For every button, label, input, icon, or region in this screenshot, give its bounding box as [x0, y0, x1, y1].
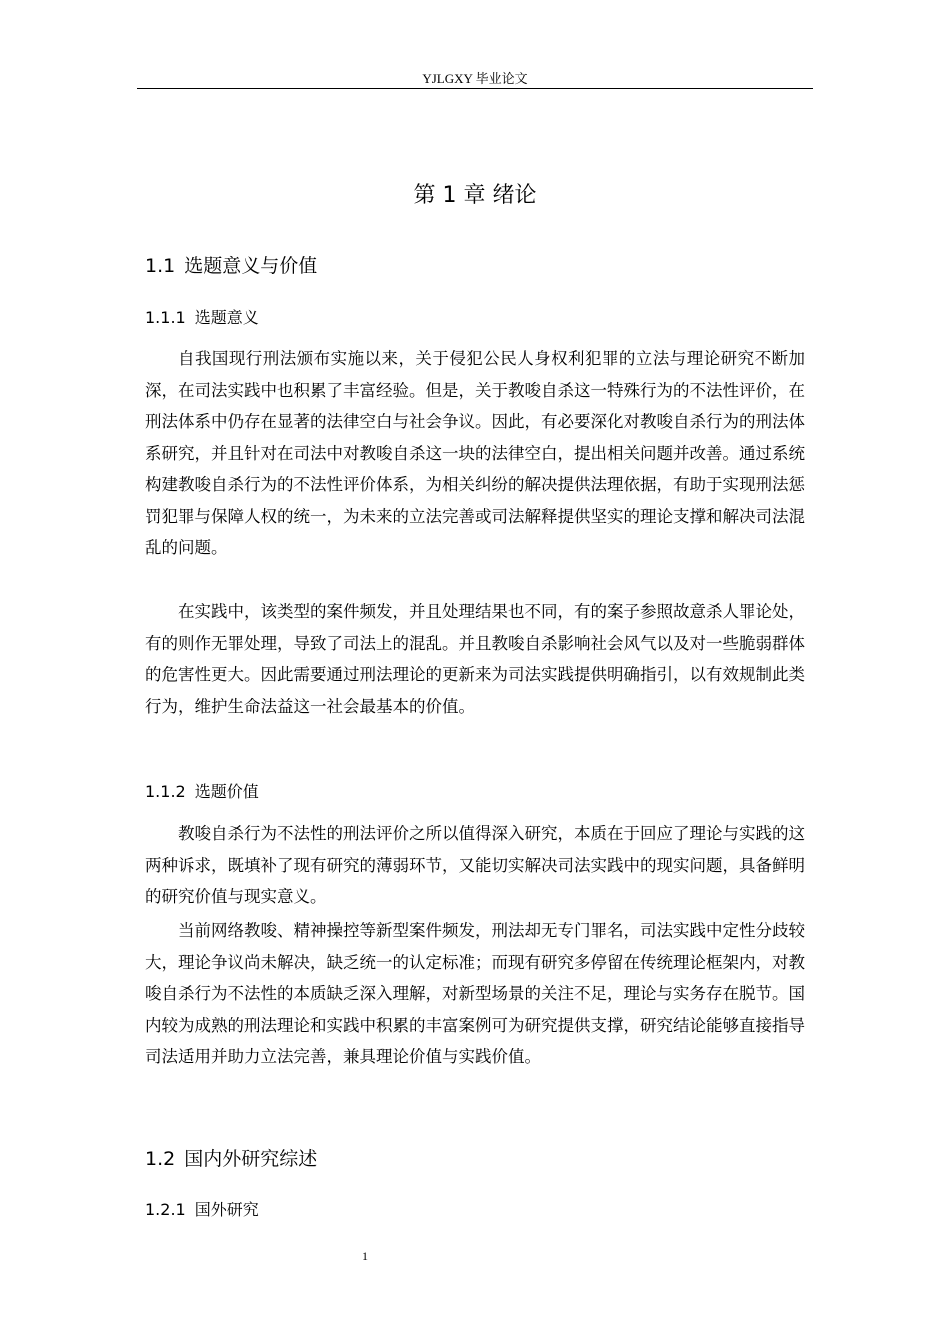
section-title: 国内外研究综述 — [184, 1148, 318, 1170]
subsection-number: 1.2.1 — [145, 1200, 186, 1219]
subsection-number: 1.1.1 — [145, 308, 186, 327]
paragraph-4: 当前网络教唆、精神操控等新型案件频发，刑法却无专门罪名，司法实践中定性分歧较大，理论争议尚未解决，缺乏统一的认定标准；而现有研究多停留在传统理论框架内，对教唆自杀行为不法性的本质缺乏深入理解，对新型场景的关注不足，理论与实务存在脱节。国内较为成熟的刑法理论和实践中积累的丰富案例可为研究提供支撑，研究结论能够直接指导司法适用并助力立法完善，兼具理论价值与实践价值。 — [145, 921, 805, 1066]
subsection-title: 国外研究 — [194, 1200, 259, 1219]
paragraph-3: 教唆自杀行为不法性的刑法评价之所以值得深入研究，本质在于回应了理论与实践的这两种诉求，既填补了现有研究的薄弱环节，又能切实解决司法实践中的现实问题，具备鲜明的研究价值与现实意义。 — [145, 824, 805, 906]
subsection-number: 1.1.2 — [145, 782, 186, 801]
page-header: YJLGXY 毕业论文 — [422, 71, 528, 86]
paragraph-2: 在实践中，该类型的案件频发，并且处理结果也不同，有的案子参照故意杀人罪论处，有的则作无罪处理，导致了司法上的混乱。并且教唆自杀影响社会风气以及对一些脆弱群体的危害性更大。因此需要通过刑法理论的更新来为司法实践提供明确指引，以有效规制此类行为，维护生命法益这一社会最基本的价值。 — [145, 602, 805, 716]
header-rule — [137, 88, 813, 89]
subsection-title: 选题意义 — [194, 308, 259, 327]
section-title: 选题意义与价值 — [184, 255, 318, 277]
subsection-heading-1-1-2 — [145, 780, 259, 804]
section-number: 1.2 — [145, 1148, 176, 1170]
subsection-heading-1-1-1 — [145, 306, 259, 330]
chapter-title: 第 1 章 绪论 — [413, 183, 537, 208]
subsection-title: 选题价值 — [194, 782, 259, 801]
section-number: 1.1 — [145, 255, 176, 277]
page-number: 1 — [362, 1249, 368, 1263]
section-heading-1-2 — [145, 1145, 317, 1173]
section-heading-1-1 — [145, 252, 317, 280]
paragraph-1: 自我国现行刑法颁布实施以来，关于侵犯公民人身权利犯罪的立法与理论研究不断加深，在司法实践中也积累了丰富经验。但是，关于教唆自杀这一特殊行为的不法性评价，在刑法体系中仍存在显著的法律空白与社会争议。因此，有必要深化对教唆自杀行为的刑法体系研究，并且针对在司法中对教唆自杀这一块的法律空白，提出相关问题并改善。通过系统构建教唆自杀行为的不法性评价体系，为相关纠纷的解决提供法理依据，有助于实现刑法惩罚犯罪与保障人权的统一，为未来的立法完善或司法解释提供坚实的理论支撑和解决司法混乱的问题。 — [145, 349, 805, 557]
subsection-heading-1-2-1 — [145, 1198, 259, 1222]
